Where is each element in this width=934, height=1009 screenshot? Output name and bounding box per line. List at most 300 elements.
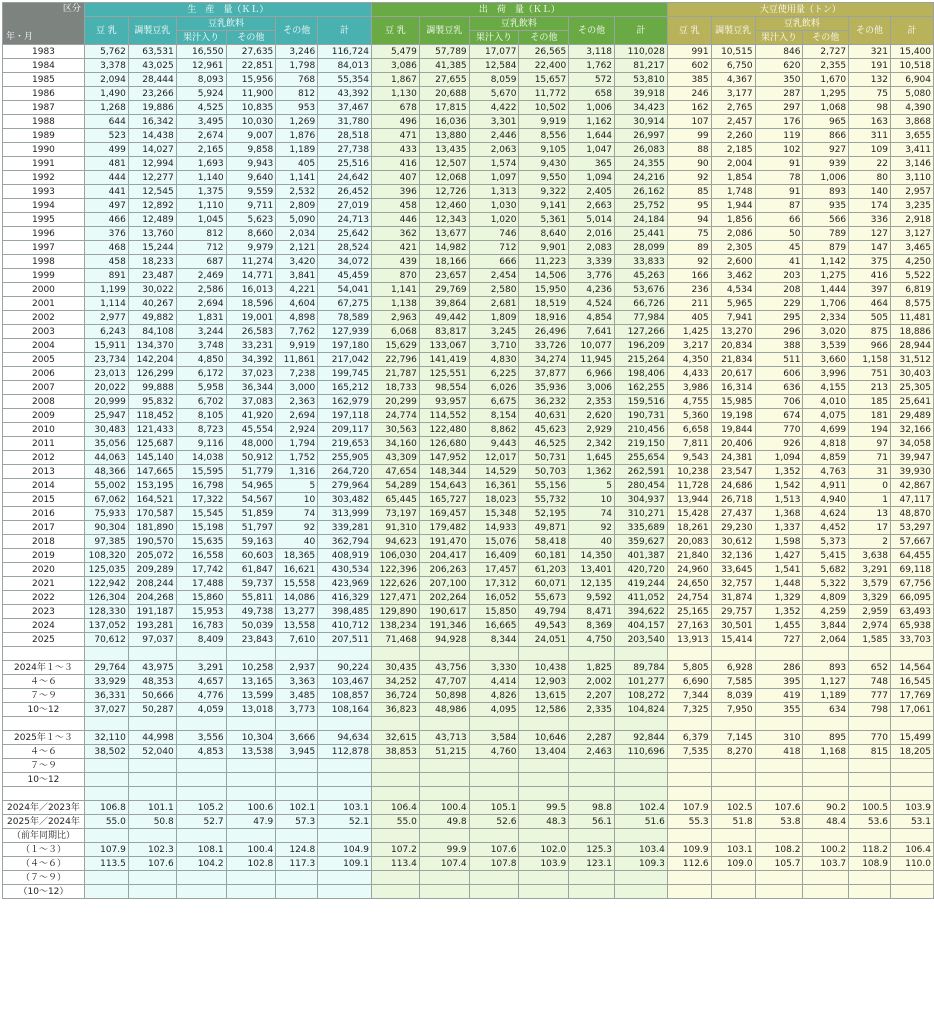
table-cell (849, 759, 891, 773)
table-cell: 30,022 (128, 283, 176, 297)
table-cell: 5 (569, 479, 615, 493)
table-cell: 46,525 (519, 437, 569, 451)
table-cell: 27,738 (318, 143, 372, 157)
table-cell: 71 (849, 451, 891, 465)
table-cell: 51.6 (615, 815, 668, 829)
table-cell: 109.1 (318, 857, 372, 871)
table-cell: 45,263 (615, 269, 668, 283)
table-cell: 49,442 (419, 311, 469, 325)
table-cell: 75,933 (84, 507, 128, 521)
table-cell: 32,615 (371, 731, 419, 745)
row-label: 2018 (3, 535, 85, 549)
table-cell: 119 (755, 129, 803, 143)
table-cell: 34,072 (318, 255, 372, 269)
table-cell: 165,212 (318, 381, 372, 395)
table-cell: 142,204 (128, 353, 176, 367)
table-cell: 1,006 (569, 101, 615, 115)
table-cell: 17,457 (469, 563, 519, 577)
row-label: 2009 (3, 409, 85, 423)
table-cell: 15,950 (519, 283, 569, 297)
table-cell: 12,489 (128, 213, 176, 227)
table-cell: 891 (84, 269, 128, 283)
table-cell (890, 773, 933, 787)
table-cell: 87 (755, 199, 803, 213)
table-cell: 32,136 (711, 549, 755, 563)
table-cell: 55,002 (84, 479, 128, 493)
table-cell (128, 773, 176, 787)
table-cell: 2,620 (569, 409, 615, 423)
table-cell: 12,460 (419, 199, 469, 213)
table-cell: 4,809 (803, 591, 849, 605)
row-label: 1994 (3, 199, 85, 213)
table-cell: 1,645 (569, 451, 615, 465)
table-cell: 63,493 (890, 605, 933, 619)
table-cell: 208 (755, 283, 803, 297)
table-cell: 51,797 (226, 521, 276, 535)
table-cell: 1,020 (469, 213, 519, 227)
table-cell: 48,870 (890, 507, 933, 521)
header-production: 生 産 量（ＫＬ） (84, 3, 371, 17)
table-cell: 2,929 (569, 423, 615, 437)
table-cell: 88 (667, 143, 711, 157)
table-cell: 0 (849, 479, 891, 493)
row-label: 2005 (3, 353, 85, 367)
table-cell: 464 (849, 297, 891, 311)
table-cell: 2,586 (176, 283, 226, 297)
table-cell: 311 (849, 129, 891, 143)
table-cell: 90,224 (318, 661, 372, 675)
table-cell: 14,529 (469, 465, 519, 479)
table-cell: 9,322 (519, 185, 569, 199)
table-cell: 43,309 (371, 451, 419, 465)
table-cell: 4,525 (176, 101, 226, 115)
table-cell: 458 (84, 255, 128, 269)
table-cell: 2,580 (469, 283, 519, 297)
header-shipment-tonyu: 豆 乳 (371, 17, 419, 45)
table-cell (469, 885, 519, 899)
table-cell: 26,496 (519, 325, 569, 339)
table-cell: 109.0 (711, 857, 755, 871)
table-cell: 11,728 (667, 479, 711, 493)
table-cell: 1,762 (569, 59, 615, 73)
table-cell: 33,231 (226, 339, 276, 353)
table-cell: 211 (667, 297, 711, 311)
table-cell: 24,686 (711, 479, 755, 493)
table-cell (519, 773, 569, 787)
table-cell: 19,001 (226, 311, 276, 325)
row-label: 2022 (3, 591, 85, 605)
table-cell: 23,734 (84, 353, 128, 367)
table-cell: 13,277 (276, 605, 318, 619)
table-cell: 4,010 (803, 395, 849, 409)
table-cell: 121,433 (128, 423, 176, 437)
table-cell: 174 (849, 199, 891, 213)
table-cell: 875 (849, 325, 891, 339)
table-cell: 4,750 (569, 633, 615, 647)
table-cell: 122,626 (371, 577, 419, 591)
table-cell: 4,699 (803, 423, 849, 437)
table-cell (803, 647, 849, 661)
table-cell: 416,329 (318, 591, 372, 605)
table-cell: 620 (755, 59, 803, 73)
table-cell: 26,162 (615, 185, 668, 199)
table-cell: 5,623 (226, 213, 276, 227)
table-cell (615, 759, 668, 773)
table-cell: 5,415 (803, 549, 849, 563)
table-cell: 17,322 (176, 493, 226, 507)
table-cell: 812 (176, 227, 226, 241)
table-cell: 25,441 (615, 227, 668, 241)
table-cell: 106,030 (371, 549, 419, 563)
table-cell: 15,985 (711, 395, 755, 409)
table-header (3, 3, 934, 45)
table-cell: 29,757 (711, 605, 755, 619)
table-cell: 24,650 (667, 577, 711, 591)
table-cell: 4,059 (176, 703, 226, 717)
table-row (3, 73, 934, 87)
table-cell: 5,360 (667, 409, 711, 423)
row-label: 2021 (3, 577, 85, 591)
table-cell: 2,355 (803, 59, 849, 73)
table-cell: 8,105 (176, 409, 226, 423)
table-row (3, 507, 934, 521)
table-cell: 52,040 (128, 745, 176, 759)
table-row (3, 325, 934, 339)
table-cell (711, 787, 755, 801)
row-label: 2023 (3, 605, 85, 619)
table-cell: 4,911 (803, 479, 849, 493)
table-cell: 209,289 (128, 563, 176, 577)
table-cell: 107 (667, 115, 711, 129)
table-row (3, 45, 934, 59)
table-cell: 126,680 (419, 437, 469, 451)
table-cell: 110,696 (615, 745, 668, 759)
table-cell: 50,912 (226, 451, 276, 465)
table-cell: 194 (849, 423, 891, 437)
table-cell (469, 773, 519, 787)
table-cell: 727 (755, 633, 803, 647)
table-cell: 191,346 (419, 619, 469, 633)
table-cell: 3,086 (371, 59, 419, 73)
table-cell: 376 (84, 227, 128, 241)
table-row (3, 801, 934, 815)
table-cell: 138,234 (371, 619, 419, 633)
table-cell: 102.4 (615, 801, 668, 815)
table-cell: 1,047 (569, 143, 615, 157)
table-row (3, 297, 934, 311)
table-cell: 35,936 (519, 381, 569, 395)
table-cell (469, 759, 519, 773)
table-cell: 1,867 (371, 73, 419, 87)
table-cell: 1,158 (849, 353, 891, 367)
table-cell: 199,745 (318, 367, 372, 381)
table-cell: 15,629 (371, 339, 419, 353)
table-cell: 9,858 (226, 143, 276, 157)
table-cell: 52.6 (469, 815, 519, 829)
table-cell: 229 (755, 297, 803, 311)
table-cell: 405 (667, 311, 711, 325)
table-row (3, 717, 934, 731)
table-cell: 75 (849, 87, 891, 101)
table-cell: 99.9 (419, 843, 469, 857)
table-row (3, 535, 934, 549)
table-cell: 48.3 (519, 815, 569, 829)
table-cell: 207,100 (419, 577, 469, 591)
table-cell: 236 (667, 283, 711, 297)
table-cell: 4,657 (176, 675, 226, 689)
table-cell: 4,853 (176, 745, 226, 759)
table-cell: 2,694 (276, 409, 318, 423)
table-cell: 55.3 (667, 815, 711, 829)
header-soybean-kaju: 果汁入り (755, 31, 803, 45)
table-cell: 55,811 (226, 591, 276, 605)
table-cell: 53,297 (890, 521, 933, 535)
table-cell: 101.1 (128, 801, 176, 815)
table-cell: 297 (755, 101, 803, 115)
table-cell: 3,710 (469, 339, 519, 353)
table-cell (755, 885, 803, 899)
table-cell: 15,953 (176, 605, 226, 619)
table-cell: 8,640 (519, 227, 569, 241)
table-cell: 4,755 (667, 395, 711, 409)
table-cell: 10,515 (711, 45, 755, 59)
table-cell (318, 885, 372, 899)
table-row (3, 843, 934, 857)
table-cell: 97 (849, 437, 891, 451)
table-cell: 39,947 (890, 451, 933, 465)
table-cell: 8,369 (569, 619, 615, 633)
table-cell: 112.6 (667, 857, 711, 871)
table-row (3, 283, 934, 297)
table-cell (276, 829, 318, 843)
table-cell (755, 871, 803, 885)
table-cell (419, 647, 469, 661)
table-cell: 50,287 (128, 703, 176, 717)
table-cell: 133,067 (419, 339, 469, 353)
table-cell: 81,217 (615, 59, 668, 73)
table-cell: 9,430 (519, 157, 569, 171)
table-cell: 3,291 (849, 563, 891, 577)
table-row (3, 227, 934, 241)
table-cell: 8,270 (711, 745, 755, 759)
table-cell: 26,997 (615, 129, 668, 143)
table-row (3, 395, 934, 409)
table-row (3, 689, 934, 703)
table-cell: 375 (849, 255, 891, 269)
table-cell: 2,674 (176, 129, 226, 143)
table-cell (803, 871, 849, 885)
table-cell: 23,547 (711, 465, 755, 479)
table-cell: 71,468 (371, 633, 419, 647)
table-cell: 100.5 (849, 801, 891, 815)
table-cell: 50.8 (128, 815, 176, 829)
table-cell: 163 (849, 115, 891, 129)
header-soybean-kei: 計 (890, 17, 933, 45)
table-cell: 658 (569, 87, 615, 101)
table-cell (849, 885, 891, 899)
table-cell (569, 885, 615, 899)
table-cell: 28,518 (318, 129, 372, 143)
table-cell: 100.2 (803, 843, 849, 857)
table-cell: 3,246 (276, 45, 318, 59)
table-cell: 54,567 (226, 493, 276, 507)
table-cell: 17,815 (419, 101, 469, 115)
table-row (3, 101, 934, 115)
table-cell: 67,275 (318, 297, 372, 311)
table-cell: 8,093 (176, 73, 226, 87)
table-cell (890, 759, 933, 773)
table-cell (755, 829, 803, 843)
table-cell: 1,748 (711, 185, 755, 199)
table-cell: 55,673 (519, 591, 569, 605)
table-cell: 2,016 (569, 227, 615, 241)
row-label: 2020 (3, 563, 85, 577)
table-cell: 44,998 (128, 731, 176, 745)
table-cell: 15,911 (84, 339, 128, 353)
table-cell: 217,042 (318, 353, 372, 367)
table-cell: 10,518 (890, 59, 933, 73)
table-cell: 32,757 (711, 577, 755, 591)
table-cell: 118.2 (849, 843, 891, 857)
table-cell: 8,344 (469, 633, 519, 647)
table-cell: 751 (849, 367, 891, 381)
table-cell (226, 885, 276, 899)
table-cell: 162 (667, 101, 711, 115)
table-cell: 165,727 (419, 493, 469, 507)
table-cell: 60,071 (519, 577, 569, 591)
table-cell: 16,783 (176, 619, 226, 633)
table-cell: 107.9 (667, 801, 711, 815)
table-cell: 20,406 (711, 437, 755, 451)
table-cell: 13,018 (226, 703, 276, 717)
table-cell: 15,499 (890, 731, 933, 745)
table-cell: 33,929 (84, 675, 128, 689)
table-cell: 53,676 (615, 283, 668, 297)
table-cell: 15,414 (711, 633, 755, 647)
table-cell: 125,687 (128, 437, 176, 451)
table-cell: 17,061 (890, 703, 933, 717)
table-cell: 50,703 (519, 465, 569, 479)
table-cell (469, 871, 519, 885)
table-cell: 141,419 (419, 353, 469, 367)
table-cell: 1,295 (803, 87, 849, 101)
table-cell: 3,146 (890, 157, 933, 171)
table-cell: 107.6 (755, 801, 803, 815)
table-cell: 6,658 (667, 423, 711, 437)
table-cell: 4,854 (569, 311, 615, 325)
table-row (3, 423, 934, 437)
table-cell: 441 (84, 185, 128, 199)
table-row (3, 381, 934, 395)
table-cell (84, 759, 128, 773)
table-cell: 197,180 (318, 339, 372, 353)
table-cell: 1,268 (84, 101, 128, 115)
table-cell: 3,339 (569, 255, 615, 269)
table-cell: 706 (755, 395, 803, 409)
table-cell (849, 717, 891, 731)
table-cell: 6,904 (890, 73, 933, 87)
table-cell (569, 759, 615, 773)
table-cell: 94,634 (318, 731, 372, 745)
table-cell: 10,030 (226, 115, 276, 129)
table-cell (176, 773, 226, 787)
table-cell: 13,944 (667, 493, 711, 507)
table-cell: 176 (755, 115, 803, 129)
table-cell: 279,964 (318, 479, 372, 493)
table-cell: 1,269 (276, 115, 318, 129)
table-cell: 3,363 (276, 675, 318, 689)
table-cell (226, 759, 276, 773)
table-cell (84, 717, 128, 731)
table-cell: 3,465 (890, 241, 933, 255)
table-cell: 21,834 (711, 353, 755, 367)
table-cell (667, 759, 711, 773)
table-cell: 191 (849, 59, 891, 73)
table-cell: 31,780 (318, 115, 372, 129)
table-cell: 25,947 (84, 409, 128, 423)
table-cell: 16,013 (226, 283, 276, 297)
table-cell: 91,310 (371, 521, 419, 535)
row-label (3, 717, 85, 731)
table-cell: 58,418 (519, 535, 569, 549)
table-cell: 104.9 (318, 843, 372, 857)
table-cell: 206,263 (419, 563, 469, 577)
row-label: （１～３） (3, 843, 85, 857)
table-cell: 51,859 (226, 507, 276, 521)
table-cell: 3,217 (667, 339, 711, 353)
table-cell: 3,000 (276, 381, 318, 395)
table-cell (569, 829, 615, 843)
table-cell: 3,020 (803, 325, 849, 339)
table-cell: 602 (667, 59, 711, 73)
table-cell: 1,110 (176, 199, 226, 213)
table-cell (318, 759, 372, 773)
table-cell: 770 (849, 731, 891, 745)
table-cell: 43,713 (419, 731, 469, 745)
table-cell: 109.9 (667, 843, 711, 857)
table-cell (419, 787, 469, 801)
table-cell: 127,939 (318, 325, 372, 339)
table-cell: 1,337 (755, 521, 803, 535)
table-cell: 446 (371, 213, 419, 227)
row-label: 1997 (3, 241, 85, 255)
table-cell (519, 885, 569, 899)
table-cell: 19,844 (711, 423, 755, 437)
table-cell: 83,817 (419, 325, 469, 339)
header-soybean-inryo: 豆乳飲料 (755, 17, 849, 31)
table-cell: 101,277 (615, 675, 668, 689)
table-row (3, 829, 934, 843)
table-cell: 18,166 (419, 255, 469, 269)
table-cell: 98 (849, 101, 891, 115)
table-cell: 7,950 (711, 703, 755, 717)
table-cell: 927 (803, 143, 849, 157)
table-cell: 16,036 (419, 115, 469, 129)
table-cell: 39,864 (419, 297, 469, 311)
table-cell: 18,261 (667, 521, 711, 535)
table-cell: 20,999 (84, 395, 128, 409)
table-cell: 6,026 (469, 381, 519, 395)
table-cell: 2,446 (469, 129, 519, 143)
table-cell: 1,045 (176, 213, 226, 227)
table-cell (318, 787, 372, 801)
table-cell (469, 787, 519, 801)
table-row (3, 185, 934, 199)
table-cell: 13,677 (419, 227, 469, 241)
table-cell (276, 717, 318, 731)
header-shipment-sonota-sub: その他 (519, 31, 569, 45)
table-cell: 102.5 (711, 801, 755, 815)
